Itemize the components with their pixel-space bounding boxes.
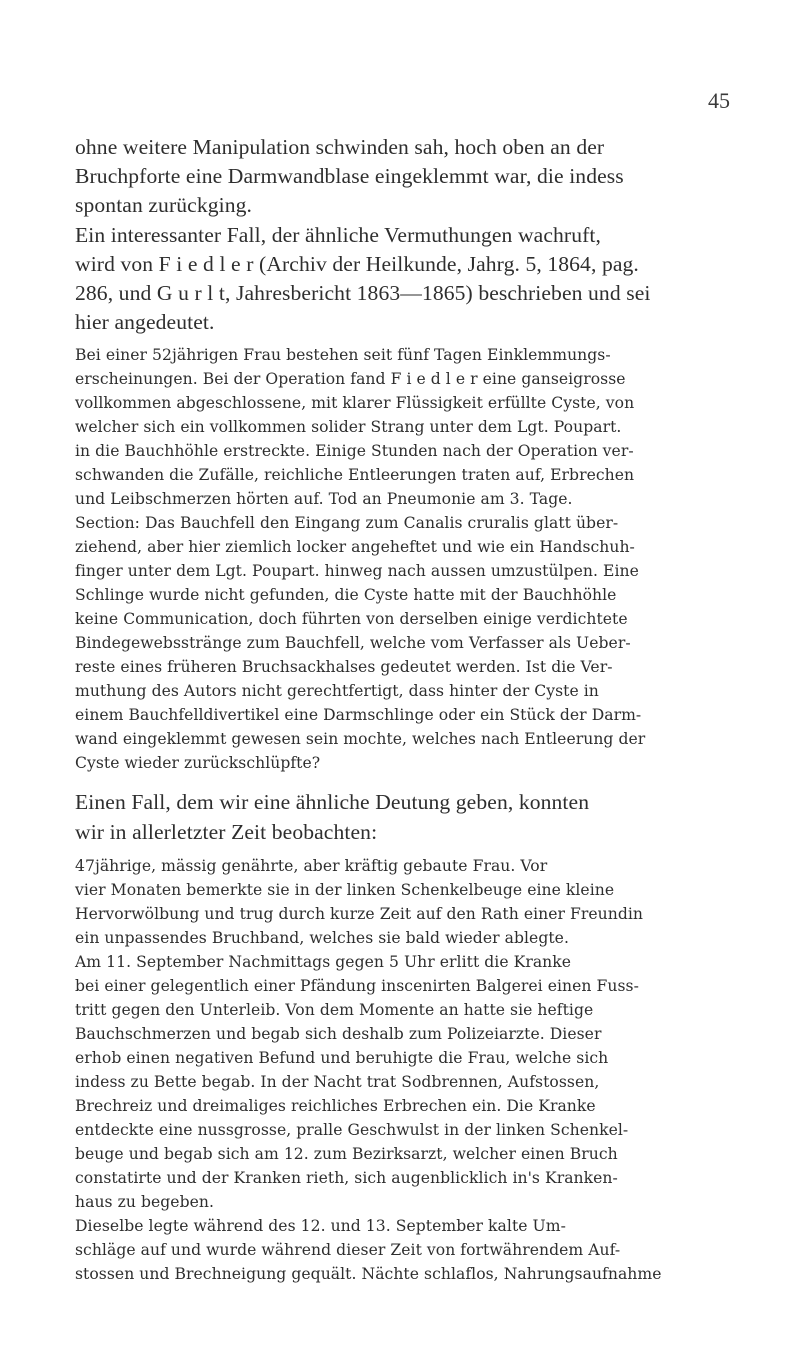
text-line: stossen und Brechneigung gequält. Nächte schlaflos, Nahrungsaufnahme bbox=[75, 1265, 662, 1283]
text-line: beuge und begab sich am 12. zum Bezirksarzt, welcher einen Bruch bbox=[75, 1145, 618, 1163]
text-line: bei einer gelegentlich einer Pfändung inscenirten Balgerei einen Fuss- bbox=[75, 977, 639, 995]
text-line: Bindegewebsstränge zum Bauchfell, welche vom Verfasser als Ueber- bbox=[75, 634, 631, 652]
text-line: wir in allerletzter Zeit beobachten: bbox=[75, 820, 378, 844]
text-line: Bruchpforte eine Darmwandblase eingeklemmt war, die indess bbox=[75, 164, 624, 188]
text-line: Ein interessanter Fall, der ähnliche Vermuthungen wachruft, bbox=[75, 223, 601, 247]
text-line: Section: Das Bauchfell den Eingang zum Canalis cruralis glatt über- bbox=[75, 514, 619, 532]
text-line: tritt gegen den Unterleib. Von dem Momente an hatte sie heftige bbox=[75, 1001, 594, 1019]
text-line: constatirte und der Kranken rieth, sich augenblicklich in's Kranken- bbox=[75, 1169, 618, 1187]
text-line: erhob einen negativen Befund und beruhigte die Frau, welche sich bbox=[75, 1049, 609, 1067]
text-line: finger unter dem Lgt. Poupart. hinweg nach aussen umzustülpen. Eine bbox=[75, 562, 639, 580]
text-line: Hervorwölbung und trug durch kurze Zeit auf den Rath einer Freundin bbox=[75, 905, 644, 923]
text-line: indess zu Bette begab. In der Nacht trat Sodbrennen, Aufstossen, bbox=[75, 1073, 600, 1091]
text-line: keine Communication, doch führten von derselben einige verdichtete bbox=[75, 610, 628, 628]
text-line: Brechreiz und dreimaliges reichliches Erbrechen ein. Die Kranke bbox=[75, 1097, 596, 1115]
text-line: erscheinungen. Bei der Operation fand F i e d l e r eine ganseigrosse bbox=[75, 370, 626, 388]
text-line: Cyste wieder zurückschlüpfte? bbox=[75, 754, 321, 772]
text-line: Bei einer 52jährigen Frau bestehen seit fünf Tagen Einklemmungs- bbox=[75, 346, 611, 364]
text-line: wird von F i e d l e r (Archiv der Heilkunde, Jahrg. 5, 1864, pag. bbox=[75, 252, 639, 276]
page-number: 45 bbox=[708, 88, 730, 113]
text-line: Am 11. September Nachmittags gegen 5 Uhr erlitt die Kranke bbox=[75, 953, 572, 971]
text-line: einem Bauchfelldivertikel eine Darmschlinge oder ein Stück der Darm- bbox=[75, 706, 642, 724]
text-line: Einen Fall, dem wir eine ähnliche Deutung geben, konnten bbox=[75, 790, 590, 814]
text-line: haus zu begeben. bbox=[75, 1193, 214, 1211]
text-line: vier Monaten bemerkte sie in der linken Schenkelbeuge eine kleine bbox=[75, 881, 615, 899]
text-line: in die Bauchhöhle erstreckte. Einige Stunden nach der Operation ver- bbox=[75, 442, 634, 460]
text-line: 47jährige, mässig genährte, aber kräftig gebaute Frau. Vor bbox=[75, 857, 548, 875]
text-line: schwanden die Zufälle, reichliche Entleerungen traten auf, Erbrechen bbox=[75, 466, 635, 484]
text-line: Bauchschmerzen und begab sich deshalb zum Polizeiarzte. Dieser bbox=[75, 1025, 602, 1043]
text-line: ein unpassendes Bruchband, welches sie bald wieder ablegte. bbox=[75, 929, 569, 947]
text-line: ziehend, aber hier ziemlich locker angeheftet und wie ein Handschuh- bbox=[75, 538, 635, 556]
text-line: schläge auf und wurde während dieser Zeit von fortwährendem Auf- bbox=[75, 1241, 621, 1259]
text-line: vollkommen abgeschlossene, mit klarer Flüssigkeit erfüllte Cyste, von bbox=[75, 394, 635, 412]
text-line: Dieselbe legte während des 12. und 13. September kalte Um- bbox=[75, 1217, 566, 1235]
text-line: wand eingeklemmt gewesen sein mochte, welches nach Entleerung der bbox=[75, 730, 646, 748]
text-line: 286, und G u r l t, Jahresbericht 1863—1865) beschrieben und sei bbox=[75, 281, 651, 305]
text-line: muthung des Autors nicht gerechtfertigt, dass hinter der Cyste in bbox=[75, 682, 599, 700]
text-line: entdeckte eine nussgrosse, pralle Geschwulst in der linken Schenkel- bbox=[75, 1121, 629, 1139]
text-line: hier angedeutet. bbox=[75, 310, 215, 334]
text-line: welcher sich ein vollkommen solider Strang unter dem Lgt. Poupart. bbox=[75, 418, 622, 436]
text-line: spontan zurückging. bbox=[75, 193, 253, 217]
text-line: Schlinge wurde nicht gefunden, die Cyste hatte mit der Bauchhöhle bbox=[75, 586, 617, 604]
text-line: und Leibschmerzen hörten auf. Tod an Pneumonie am 3. Tage. bbox=[75, 490, 573, 508]
text-line: ohne weitere Manipulation schwinden sah, hoch oben an der bbox=[75, 135, 605, 159]
text-line: reste eines früheren Bruchsackhalses gedeutet werden. Ist die Ver- bbox=[75, 658, 613, 676]
